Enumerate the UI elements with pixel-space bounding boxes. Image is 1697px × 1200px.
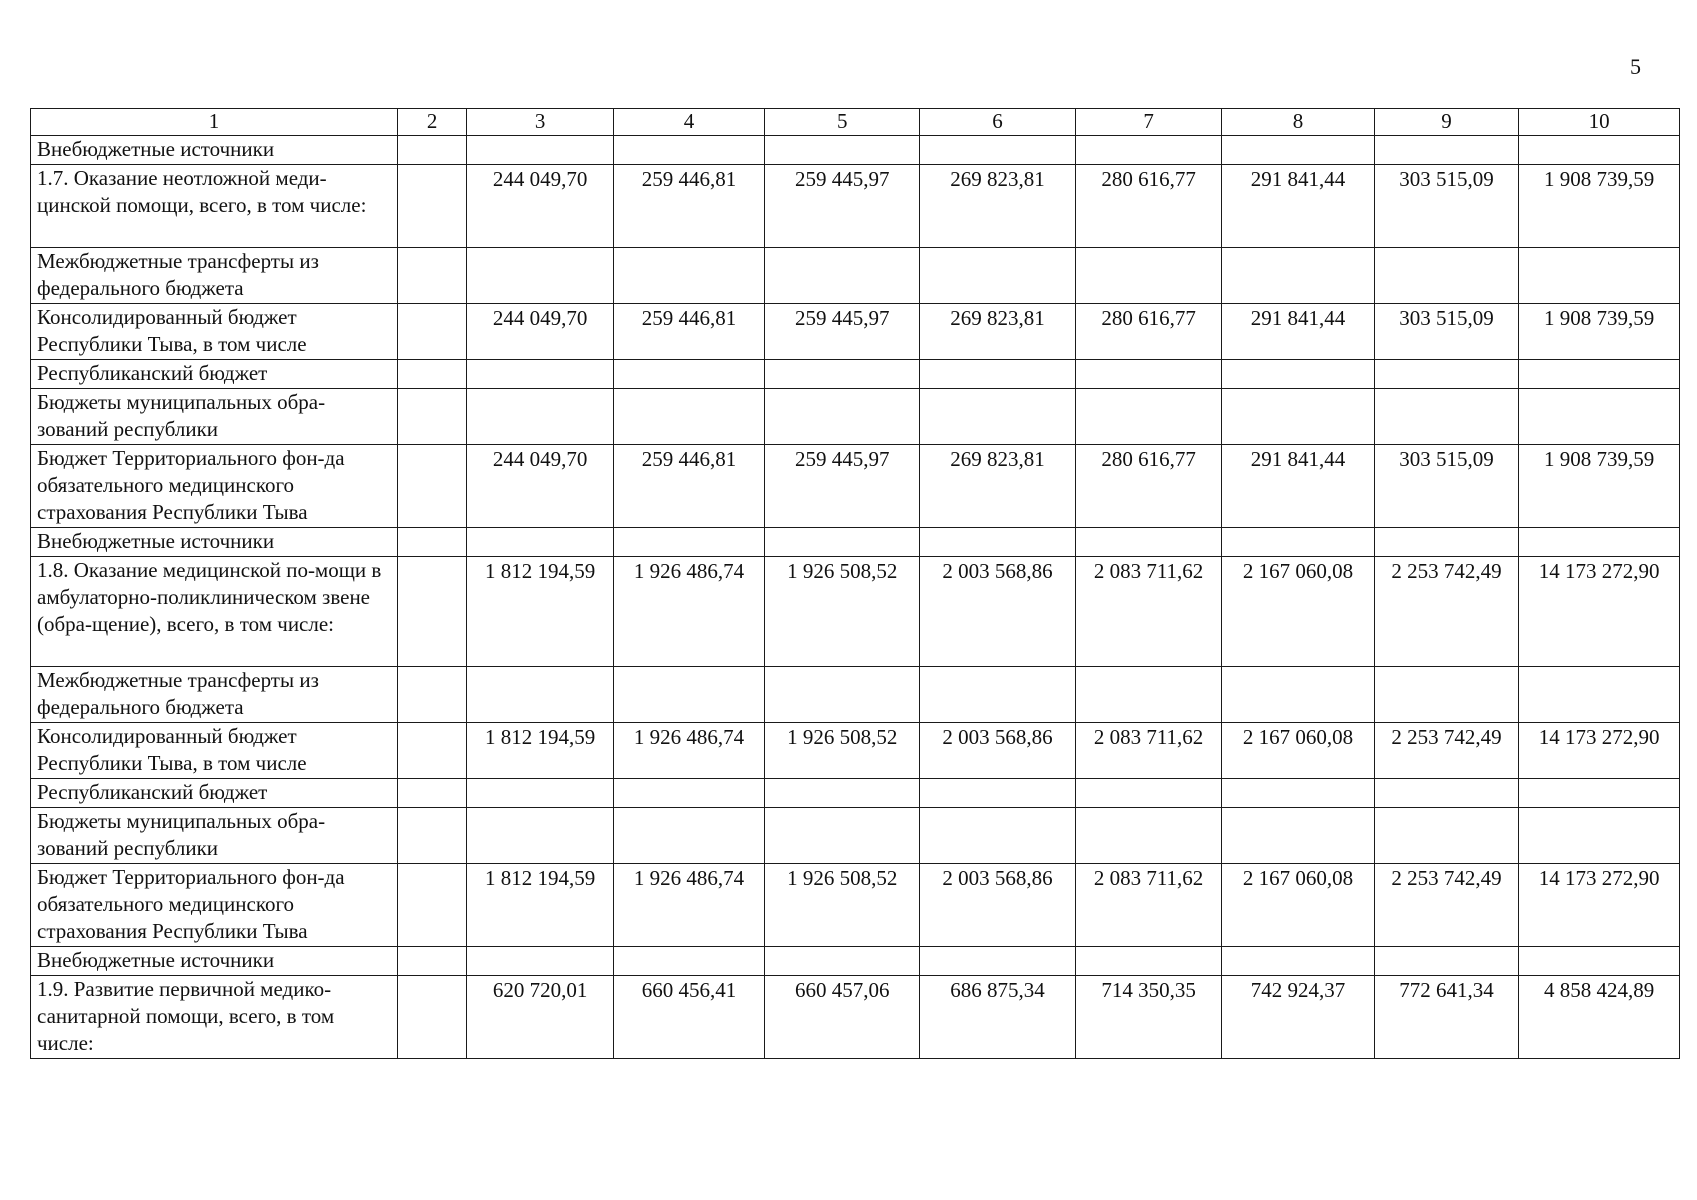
column-2-cell — [398, 389, 467, 445]
value-cell-col-5: 259 445,97 — [765, 165, 920, 248]
value-cell-col-4 — [613, 808, 764, 864]
value-cell-col-10: 14 173 272,90 — [1519, 723, 1680, 779]
value-cell-col-8 — [1222, 360, 1374, 389]
column-2-cell — [398, 248, 467, 304]
row-label: 1.8. Оказание медицинской по-мощи в амбулаторно-поликлиническом звене (обра-щение), всего, в том числе: — [31, 557, 398, 667]
value-cell-col-9 — [1374, 667, 1519, 723]
value-cell-col-7 — [1075, 528, 1222, 557]
value-cell-col-10 — [1519, 360, 1680, 389]
value-cell-col-8 — [1222, 779, 1374, 808]
value-cell-col-7: 2 083 711,62 — [1075, 557, 1222, 667]
value-cell-col-5 — [765, 947, 920, 976]
value-cell-col-9 — [1374, 248, 1519, 304]
value-cell-col-10 — [1519, 667, 1680, 723]
value-cell-col-3: 1 812 194,59 — [467, 557, 614, 667]
value-cell-col-5: 1 926 508,52 — [765, 864, 920, 947]
value-cell-col-7 — [1075, 136, 1222, 165]
column-2-cell — [398, 165, 467, 248]
budget-table — [30, 108, 1680, 1059]
row-label: Бюджеты муниципальных обра-зований республики — [31, 389, 398, 445]
table-row — [31, 947, 1680, 976]
value-cell-col-5 — [765, 667, 920, 723]
value-cell-col-5 — [765, 248, 920, 304]
value-cell-col-3: 244 049,70 — [467, 165, 614, 248]
value-cell-col-9 — [1374, 136, 1519, 165]
value-cell-col-3 — [467, 947, 614, 976]
value-cell-col-9: 303 515,09 — [1374, 445, 1519, 528]
table-row — [31, 528, 1680, 557]
row-label: Межбюджетные трансферты из федерального бюджета — [31, 667, 398, 723]
table-row — [31, 557, 1680, 667]
value-cell-col-5 — [765, 360, 920, 389]
value-cell-col-5: 1 926 508,52 — [765, 557, 920, 667]
value-cell-col-4: 1 926 486,74 — [613, 557, 764, 667]
value-cell-col-6: 2 003 568,86 — [920, 557, 1075, 667]
value-cell-col-6 — [920, 528, 1075, 557]
value-cell-col-7 — [1075, 248, 1222, 304]
value-cell-col-8: 291 841,44 — [1222, 304, 1374, 360]
value-cell-col-8 — [1222, 528, 1374, 557]
value-cell-col-3: 620 720,01 — [467, 976, 614, 1059]
column-2-cell — [398, 723, 467, 779]
header-cell-2: 2 — [398, 109, 467, 136]
value-cell-col-4 — [613, 389, 764, 445]
value-cell-col-6 — [920, 779, 1075, 808]
value-cell-col-4 — [613, 360, 764, 389]
value-cell-col-8: 2 167 060,08 — [1222, 723, 1374, 779]
page-number: 5 — [1630, 54, 1641, 79]
value-cell-col-9 — [1374, 779, 1519, 808]
value-cell-col-9: 2 253 742,49 — [1374, 723, 1519, 779]
table-row — [31, 304, 1680, 360]
value-cell-col-8: 742 924,37 — [1222, 976, 1374, 1059]
header-cell-4: 4 — [613, 109, 764, 136]
value-cell-col-3 — [467, 136, 614, 165]
row-label: Консолидированный бюджет Республики Тыва, в том числе — [31, 723, 398, 779]
table-row — [31, 808, 1680, 864]
value-cell-col-7: 280 616,77 — [1075, 304, 1222, 360]
column-2-cell — [398, 360, 467, 389]
value-cell-col-5 — [765, 779, 920, 808]
value-cell-col-4: 259 446,81 — [613, 165, 764, 248]
value-cell-col-6 — [920, 360, 1075, 389]
value-cell-col-7: 280 616,77 — [1075, 165, 1222, 248]
row-label: Бюджеты муниципальных обра-зований республики — [31, 808, 398, 864]
table-row — [31, 445, 1680, 528]
value-cell-col-9 — [1374, 360, 1519, 389]
row-label: Консолидированный бюджет Республики Тыва, в том числе — [31, 304, 398, 360]
value-cell-col-4 — [613, 947, 764, 976]
row-label: Внебюджетные источники — [31, 136, 398, 165]
header-cell-3: 3 — [467, 109, 614, 136]
column-2-cell — [398, 136, 467, 165]
value-cell-col-3: 244 049,70 — [467, 304, 614, 360]
value-cell-col-6 — [920, 136, 1075, 165]
value-cell-col-10: 1 908 739,59 — [1519, 165, 1680, 248]
value-cell-col-10: 14 173 272,90 — [1519, 864, 1680, 947]
table-row — [31, 136, 1680, 165]
value-cell-col-8 — [1222, 136, 1374, 165]
value-cell-col-6: 269 823,81 — [920, 445, 1075, 528]
table-row — [31, 667, 1680, 723]
value-cell-col-5: 259 445,97 — [765, 445, 920, 528]
value-cell-col-3 — [467, 808, 614, 864]
value-cell-col-7: 2 083 711,62 — [1075, 723, 1222, 779]
header-row — [31, 109, 1680, 136]
value-cell-col-7 — [1075, 389, 1222, 445]
table-row — [31, 723, 1680, 779]
value-cell-col-7 — [1075, 947, 1222, 976]
header-cell-9: 9 — [1374, 109, 1519, 136]
row-label: Внебюджетные источники — [31, 947, 398, 976]
header-cell-8: 8 — [1222, 109, 1374, 136]
value-cell-col-3 — [467, 248, 614, 304]
value-cell-col-10 — [1519, 808, 1680, 864]
value-cell-col-6: 686 875,34 — [920, 976, 1075, 1059]
column-2-cell — [398, 304, 467, 360]
table-row — [31, 976, 1680, 1059]
value-cell-col-6: 269 823,81 — [920, 165, 1075, 248]
value-cell-col-4: 259 446,81 — [613, 304, 764, 360]
value-cell-col-4 — [613, 667, 764, 723]
column-2-cell — [398, 976, 467, 1059]
value-cell-col-6: 2 003 568,86 — [920, 864, 1075, 947]
value-cell-col-6 — [920, 667, 1075, 723]
value-cell-col-10: 4 858 424,89 — [1519, 976, 1680, 1059]
value-cell-col-7 — [1075, 808, 1222, 864]
value-cell-col-6 — [920, 248, 1075, 304]
value-cell-col-5 — [765, 136, 920, 165]
value-cell-col-9: 303 515,09 — [1374, 304, 1519, 360]
value-cell-col-8 — [1222, 947, 1374, 976]
value-cell-col-8 — [1222, 808, 1374, 864]
table-row — [31, 779, 1680, 808]
value-cell-col-7: 280 616,77 — [1075, 445, 1222, 528]
value-cell-col-7: 2 083 711,62 — [1075, 864, 1222, 947]
value-cell-col-8: 291 841,44 — [1222, 165, 1374, 248]
value-cell-col-9 — [1374, 808, 1519, 864]
value-cell-col-3 — [467, 360, 614, 389]
value-cell-col-5: 259 445,97 — [765, 304, 920, 360]
row-label: Республиканский бюджет — [31, 360, 398, 389]
value-cell-col-8 — [1222, 248, 1374, 304]
value-cell-col-5 — [765, 808, 920, 864]
value-cell-col-9 — [1374, 389, 1519, 445]
value-cell-col-10: 1 908 739,59 — [1519, 445, 1680, 528]
value-cell-col-3: 244 049,70 — [467, 445, 614, 528]
value-cell-col-10 — [1519, 528, 1680, 557]
value-cell-col-7: 714 350,35 — [1075, 976, 1222, 1059]
value-cell-col-6 — [920, 947, 1075, 976]
value-cell-col-8: 2 167 060,08 — [1222, 557, 1374, 667]
row-label: Внебюджетные источники — [31, 528, 398, 557]
value-cell-col-9 — [1374, 947, 1519, 976]
value-cell-col-3 — [467, 667, 614, 723]
header-cell-6: 6 — [920, 109, 1075, 136]
table-row — [31, 165, 1680, 248]
value-cell-col-10 — [1519, 248, 1680, 304]
value-cell-col-10 — [1519, 136, 1680, 165]
column-2-cell — [398, 947, 467, 976]
value-cell-col-7 — [1075, 779, 1222, 808]
row-label: Межбюджетные трансферты из федерального бюджета — [31, 248, 398, 304]
value-cell-col-4 — [613, 248, 764, 304]
value-cell-col-9: 2 253 742,49 — [1374, 864, 1519, 947]
row-label: Бюджет Территориального фон-да обязательного медицинского страхования Республики Тыва — [31, 445, 398, 528]
value-cell-col-3 — [467, 389, 614, 445]
value-cell-col-8 — [1222, 389, 1374, 445]
value-cell-col-10 — [1519, 389, 1680, 445]
value-cell-col-8: 291 841,44 — [1222, 445, 1374, 528]
table-body — [31, 136, 1680, 1059]
table-row — [31, 360, 1680, 389]
header-cell-7: 7 — [1075, 109, 1222, 136]
value-cell-col-4: 1 926 486,74 — [613, 723, 764, 779]
table-row — [31, 389, 1680, 445]
value-cell-col-3 — [467, 779, 614, 808]
value-cell-col-9: 303 515,09 — [1374, 165, 1519, 248]
table-row — [31, 248, 1680, 304]
value-cell-col-6: 2 003 568,86 — [920, 723, 1075, 779]
column-2-cell — [398, 528, 467, 557]
header-cell-5: 5 — [765, 109, 920, 136]
column-2-cell — [398, 557, 467, 667]
value-cell-col-10: 1 908 739,59 — [1519, 304, 1680, 360]
row-label: Бюджет Территориального фон-да обязательного медицинского страхования Республики Тыва — [31, 864, 398, 947]
value-cell-col-5 — [765, 389, 920, 445]
value-cell-col-3: 1 812 194,59 — [467, 723, 614, 779]
value-cell-col-4 — [613, 528, 764, 557]
value-cell-col-3 — [467, 528, 614, 557]
value-cell-col-4: 1 926 486,74 — [613, 864, 764, 947]
value-cell-col-7 — [1075, 667, 1222, 723]
header-cell-10: 10 — [1519, 109, 1680, 136]
row-label: 1.9. Развитие первичной медико-санитарной помощи, всего, в том числе: — [31, 976, 398, 1059]
value-cell-col-5 — [765, 528, 920, 557]
value-cell-col-8: 2 167 060,08 — [1222, 864, 1374, 947]
row-label: Республиканский бюджет — [31, 779, 398, 808]
column-2-cell — [398, 808, 467, 864]
row-label: 1.7. Оказание неотложной меди-цинской помощи, всего, в том числе: — [31, 165, 398, 248]
value-cell-col-9: 2 253 742,49 — [1374, 557, 1519, 667]
value-cell-col-10 — [1519, 947, 1680, 976]
column-2-cell — [398, 667, 467, 723]
value-cell-col-4: 660 456,41 — [613, 976, 764, 1059]
value-cell-col-4: 259 446,81 — [613, 445, 764, 528]
table-header — [31, 109, 1680, 136]
value-cell-col-9 — [1374, 528, 1519, 557]
value-cell-col-10 — [1519, 779, 1680, 808]
value-cell-col-4 — [613, 136, 764, 165]
value-cell-col-5: 660 457,06 — [765, 976, 920, 1059]
value-cell-col-4 — [613, 779, 764, 808]
column-2-cell — [398, 779, 467, 808]
value-cell-col-5: 1 926 508,52 — [765, 723, 920, 779]
header-cell-1: 1 — [31, 109, 398, 136]
value-cell-col-9: 772 641,34 — [1374, 976, 1519, 1059]
column-2-cell — [398, 864, 467, 947]
column-2-cell — [398, 445, 467, 528]
value-cell-col-6 — [920, 389, 1075, 445]
value-cell-col-10: 14 173 272,90 — [1519, 557, 1680, 667]
value-cell-col-6 — [920, 808, 1075, 864]
value-cell-col-3: 1 812 194,59 — [467, 864, 614, 947]
value-cell-col-6: 269 823,81 — [920, 304, 1075, 360]
table-row — [31, 864, 1680, 947]
value-cell-col-8 — [1222, 667, 1374, 723]
value-cell-col-7 — [1075, 360, 1222, 389]
